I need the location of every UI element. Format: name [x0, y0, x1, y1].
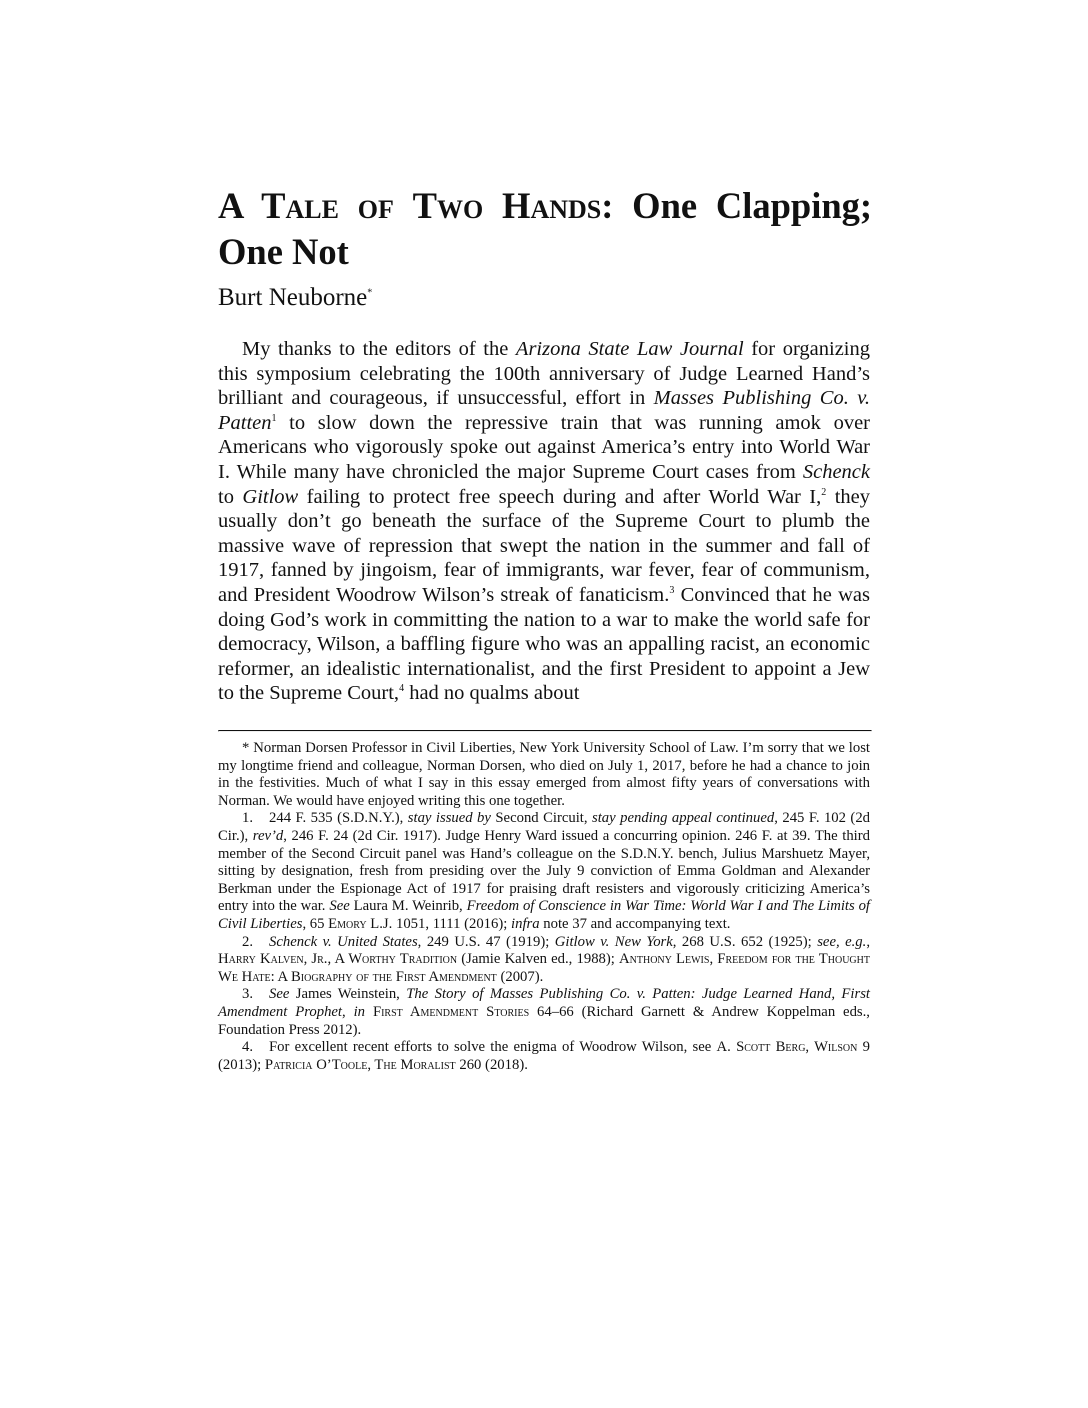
footnote-star: [218, 740, 870, 810]
footnote-text: ,: [342, 1003, 354, 1020]
footnote-ref: 3: [669, 585, 675, 597]
footnote-italic: see, e.g.: [817, 933, 867, 950]
footnote-text: , 65: [302, 915, 329, 932]
footnote-italic: Schenck v. United States: [269, 933, 418, 950]
footnote-text: ,: [866, 933, 870, 950]
footnote-text: 64–66 (Richard Garnett & Andrew Koppelman eds., Foundation Press 2012).: [218, 1003, 870, 1038]
footnote-smallcaps: Harry Kalven, Jr., A Worthy Tradition: [218, 951, 458, 968]
footnote-text: * Norman Dorsen Professor in Civil Liberties, New York University School of Law. I’m sorry that we lost my longtime friend and colleague, Norman Dorsen, who died on July 1, 2017, before he had a chance to join in the festivities. Much of what I say in this essay emerged from almost fifty years of conversations with Norman. We would have enjoyed writing this one together.: [218, 740, 870, 809]
footnote-text: note 37 and accompanying text.: [539, 915, 731, 932]
title-word: Hands: [502, 185, 602, 226]
footnote-1: [218, 810, 870, 933]
footnote-italic: The Story of Masses Publishing Co. v. Patten: Judge Learned Hand, First Amendment Prophet: [218, 986, 870, 1020]
footnote-italic: stay pending appeal continued: [592, 810, 775, 827]
footnote-text: Laura M. Weinrib,: [349, 898, 467, 915]
footnote-text: , 249 U.S. 47 (1919);: [417, 933, 555, 950]
footnote-3: [218, 986, 870, 1039]
author-name: Burt Neuborne: [218, 284, 368, 311]
body-text: had no qualms about: [404, 682, 580, 705]
footnote-text: , 245 F. 102 (2d Cir.),: [218, 810, 871, 844]
footnote-text: , 268 U.S. 652 (1925);: [672, 933, 818, 950]
footnote-text: 260 (2018).: [455, 1056, 528, 1073]
footnote-italic: See: [269, 986, 290, 1003]
footnote-text: (2007).: [496, 968, 544, 985]
footnote-ref: 4: [399, 683, 405, 695]
footnote-italic: Gitlow v. New York: [554, 933, 673, 950]
footnote-number: 3.: [242, 986, 254, 1003]
footnote-divider: [218, 730, 872, 732]
footnote-number: 4.: [242, 1039, 254, 1056]
footnote-italic: See: [329, 898, 350, 915]
footnote-smallcaps: Anthony Lewis, Freedom for the Thought We Hate: A Biography of the First Amendment: [218, 951, 870, 985]
footnote-italic: infra: [511, 915, 540, 932]
footnote-text: James Weinstein,: [289, 986, 407, 1003]
footnotes: [218, 740, 870, 1074]
footnote-text: 9 (2013);: [218, 1039, 870, 1073]
body-text: failing to protect free speech during and after World War I,: [298, 485, 822, 508]
footnote-smallcaps: A. Scott Berg, Wilson: [716, 1039, 858, 1056]
body-text: Convinced that he was doing God’s work in committing the nation to a war to make the world safe for democracy, Wilson, a baffling figure who was an appalling racist, an economic reformer, an idealistic internationalist, and the first President to appoint a Jew to the Supreme Court,: [218, 583, 870, 705]
author-footnote-marker: *: [367, 287, 373, 299]
title-word: of: [357, 185, 394, 226]
title-word: Two: [412, 185, 484, 226]
body-text: to slow down the repressive train that was running amok over Americans who vigorously spoke out against America’s entry into World War I. While many have chronicled the major Supreme Court cases from: [218, 411, 870, 483]
case-name: Schenck: [802, 460, 870, 483]
footnote-text: Second Circuit,: [490, 810, 592, 827]
footnote-italic: stay issued by: [407, 810, 491, 827]
title-word: Tale: [261, 185, 339, 226]
title-word: A: [218, 185, 243, 226]
footnote-smallcaps: First Amendment Stories: [372, 1003, 530, 1020]
article-title: [218, 183, 872, 275]
footnote-text: [365, 1004, 373, 1020]
footnote-italic: in: [353, 1003, 366, 1020]
body-paragraph: [218, 337, 870, 706]
footnote-text: L.J. 1051, 1111 (2016);: [366, 915, 512, 932]
body-text: My thanks to the editors of the: [242, 338, 516, 360]
footnote-text: , 246 F. 24 (2d Cir. 1917). Judge Henry Ward issued a concurring opinion. 246 F. at 39. The third member of the Second Circuit panel was Hand’s colleague on the S.D.N.Y. bench, Julius Marshuetz Mayer, sitting by designation, fresh from presiding over the July 9 conviction of Emma Goldman and Alexander Berkman under the Espionage Act of 1917 for praising draft resisters and vigorously criticizing America’s entry into the war.: [218, 827, 870, 915]
footnote-number: 2.: [242, 933, 254, 950]
footnote-2: [218, 934, 870, 987]
footnote-4: [218, 1039, 870, 1074]
footnote-italic: rev’d: [252, 827, 284, 844]
author-line: [218, 282, 372, 314]
footnote-smallcaps: Patricia O’Toole, The Moralist: [264, 1056, 456, 1073]
case-name: Gitlow: [242, 485, 299, 508]
footnote-smallcaps: Emory: [328, 915, 367, 932]
footnote-text: (Jamie Kalven ed., 1988);: [457, 951, 620, 968]
footnote-ref: 2: [821, 486, 827, 498]
body-text: for organizing this symposium celebrating the 100th anniversary of Judge Learned Hand’s brilliant and courageous, if unsuccessful, effort in: [218, 338, 871, 410]
case-name: Masses Publishing Co. v. Patten: [218, 387, 870, 434]
journal-name: Arizona State Law Journal: [515, 338, 744, 360]
footnote-italic: Freedom of Conscience in War Time: World War I and The Limits of Civil Liberties: [218, 898, 870, 932]
footnote-text: For excellent recent efforts to solve the enigma of Woodrow Wilson, see: [269, 1039, 717, 1056]
body-text: they usually don’t go beneath the surface of the Supreme Court to plumb the massive wave of repression that swept the nation in the summer and fall of 1917, fanned by jingoism, fear of immigrants, war fever, fear of communism, and President Woodrow Wilson’s streak of fanaticism.: [218, 485, 870, 606]
footnote-ref: 1: [271, 412, 277, 424]
body-text: to: [218, 485, 243, 508]
footnote-number: 1.: [242, 810, 254, 827]
title-rest: : One Clapping; One Not: [218, 185, 873, 272]
footnote-text: 244 F. 535 (S.D.N.Y.),: [269, 810, 408, 827]
